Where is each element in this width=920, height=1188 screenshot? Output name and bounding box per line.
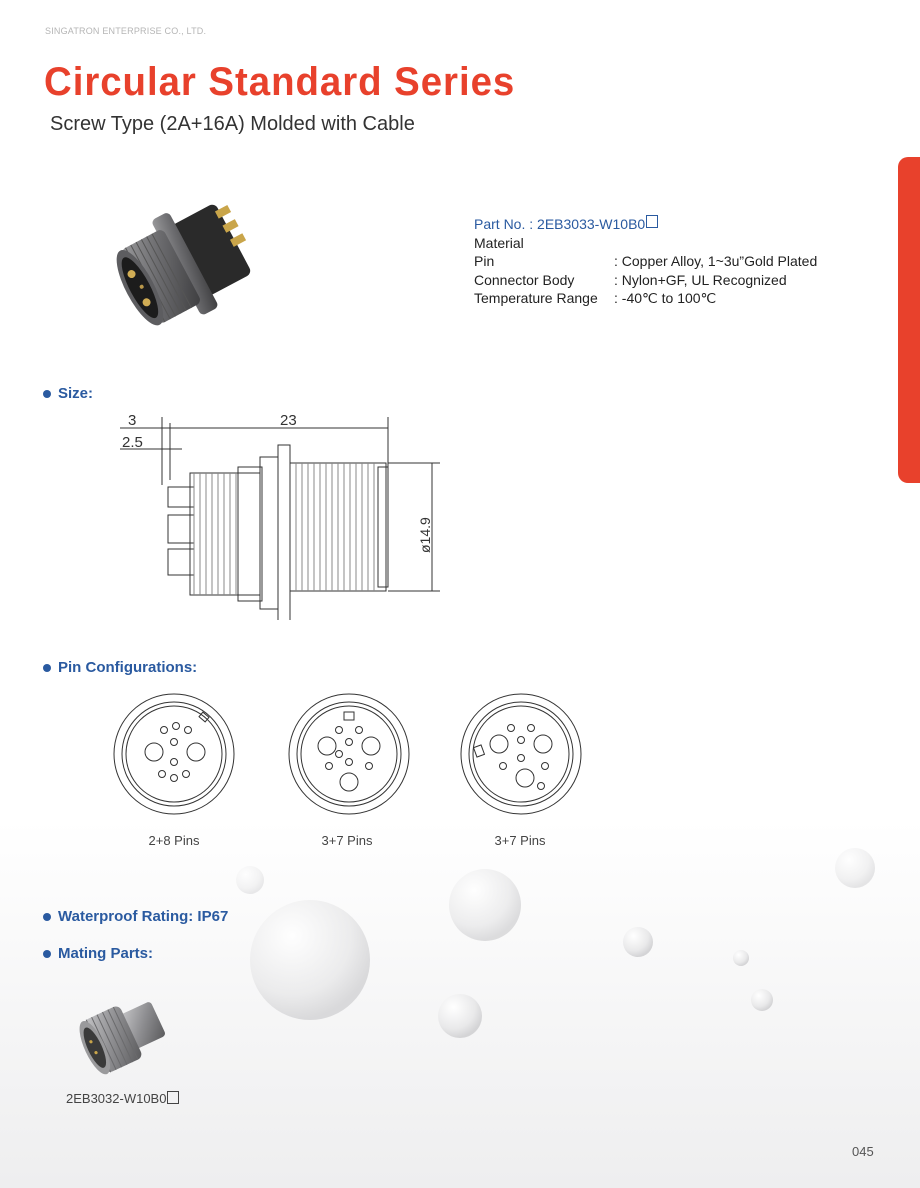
bullet-icon bbox=[43, 390, 51, 398]
dim-2-5: 2.5 bbox=[122, 434, 143, 451]
part-number-value: 2EB3033-W10B0 bbox=[537, 216, 646, 232]
bullet-icon bbox=[43, 664, 51, 672]
waterproof-text: Waterproof Rating: IP67 bbox=[58, 908, 229, 925]
size-heading bbox=[43, 385, 93, 402]
spec-row-temperature bbox=[474, 289, 817, 308]
material-label: Material bbox=[474, 234, 524, 251]
spec-value: : Nylon+GF, UL Recognized bbox=[614, 271, 787, 288]
size-heading-text: Size: bbox=[58, 385, 94, 402]
company-name: SINGATRON ENTERPRISE CO., LTD. bbox=[45, 26, 207, 36]
page-number: 045 bbox=[852, 1144, 874, 1159]
box-icon bbox=[167, 1091, 179, 1104]
page-subtitle: Screw Type (2A+16A) Molded with Cable bbox=[50, 113, 415, 135]
spec-value: : Copper Alloy, 1~3u”Gold Plated bbox=[614, 253, 818, 269]
mating-part-photo bbox=[70, 990, 175, 1080]
spec-row-pin bbox=[474, 252, 817, 271]
spec-row-body bbox=[474, 271, 817, 290]
pin-config-diagram-1 bbox=[108, 690, 240, 818]
dim-diameter: ø14.9 bbox=[417, 517, 433, 553]
mating-part-number bbox=[66, 1091, 179, 1106]
spec-value: : -40℃ to 100℃ bbox=[614, 290, 717, 306]
material-heading bbox=[474, 234, 817, 253]
part-number-label: Part No. : bbox=[474, 216, 534, 232]
pin-config-diagram-3 bbox=[455, 690, 587, 818]
box-icon bbox=[646, 215, 658, 228]
pin-config-caption: 3+7 Pins bbox=[321, 833, 373, 848]
pin-config-caption: 3+7 Pins bbox=[494, 833, 546, 848]
bullet-icon bbox=[43, 950, 51, 958]
pin-config-heading-text: Pin Configurations: bbox=[58, 659, 198, 676]
spec-label: Pin bbox=[474, 253, 495, 269]
bullet-icon bbox=[43, 913, 51, 921]
spec-block bbox=[474, 215, 817, 308]
pin-config-heading bbox=[43, 659, 197, 676]
side-tab bbox=[898, 157, 920, 483]
pin-config-diagram-2 bbox=[283, 690, 415, 818]
dim-3: 3 bbox=[128, 412, 137, 429]
mating-part-text: 2EB3032-W10B0 bbox=[66, 1091, 167, 1106]
product-photo bbox=[105, 192, 280, 342]
dim-23: 23 bbox=[280, 412, 297, 429]
dimension-drawing bbox=[110, 405, 450, 620]
page-title: Circular Standard Series bbox=[44, 60, 516, 104]
part-number-row bbox=[474, 215, 817, 234]
mating-heading bbox=[43, 945, 153, 962]
waterproof-heading bbox=[43, 908, 228, 925]
mating-heading-text: Mating Parts: bbox=[58, 945, 154, 962]
spec-label: Temperature Range bbox=[474, 290, 598, 306]
spec-label: Connector Body bbox=[474, 271, 575, 288]
pin-config-caption: 2+8 Pins bbox=[148, 833, 200, 848]
